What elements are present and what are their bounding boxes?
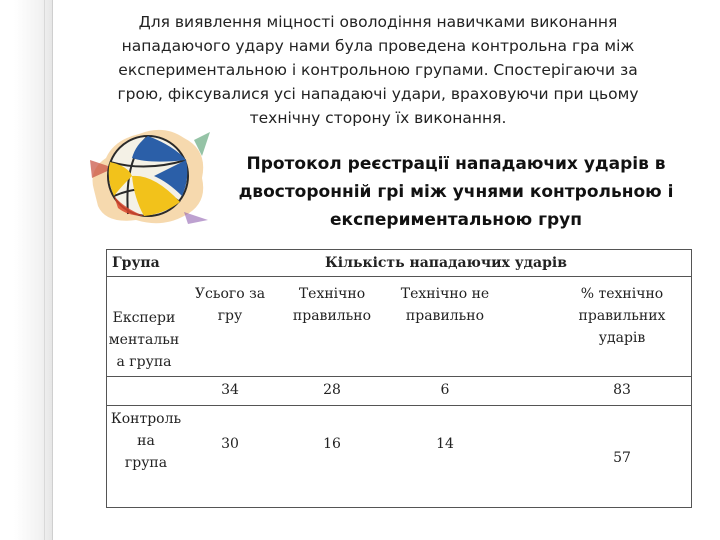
cell-exp-correct: 28 <box>323 382 341 398</box>
intro-line: грою, фіксувалися усі нападаючі удари, враховуючи при цьому <box>117 85 639 103</box>
cell-ctrl-percent: 57 <box>613 450 631 466</box>
col-header-percent: % технічно правильних ударів <box>578 286 666 346</box>
cell-exp-percent: 83 <box>613 382 631 398</box>
cell-exp-incorrect: 6 <box>440 382 450 398</box>
col-header-correct: Технічно правильно <box>292 286 372 324</box>
intro-line: технічну сторону їх виконання. <box>249 109 507 127</box>
results-table <box>106 249 692 508</box>
title-line: експериментальною груп <box>330 210 582 230</box>
intro-line: Для виявлення міцності оволодіння навичками виконання <box>138 13 618 31</box>
col-header-total: Усього за гру <box>194 286 266 324</box>
group-header: Група <box>112 255 160 271</box>
protocol-title <box>216 150 696 234</box>
volleyball-illustration <box>84 120 212 230</box>
count-header: Кількість нападаючих ударів <box>325 255 567 271</box>
cell-exp-total: 34 <box>221 382 239 398</box>
left-decorative-bar <box>14 0 53 540</box>
cell-ctrl-total: 30 <box>221 436 239 452</box>
title-line: Протокол реєстрації нападаючих ударів в <box>246 154 666 174</box>
intro-line: нападаючого удару нами була проведена контрольна гра між <box>121 37 635 55</box>
intro-paragraph <box>98 10 658 130</box>
row-group-control: Контроль на група <box>110 411 182 471</box>
cell-ctrl-incorrect: 14 <box>436 436 454 452</box>
intro-line: експериментальною і контрольною групами. Спостерігаючи за <box>118 61 638 79</box>
title-line: двосторонній грі між учнями контрольною і <box>238 182 674 202</box>
cell-ctrl-correct: 16 <box>323 436 341 452</box>
row-group-experimental: Експери ментальн а група <box>108 310 180 370</box>
col-header-incorrect: Технічно не правильно <box>400 286 490 324</box>
